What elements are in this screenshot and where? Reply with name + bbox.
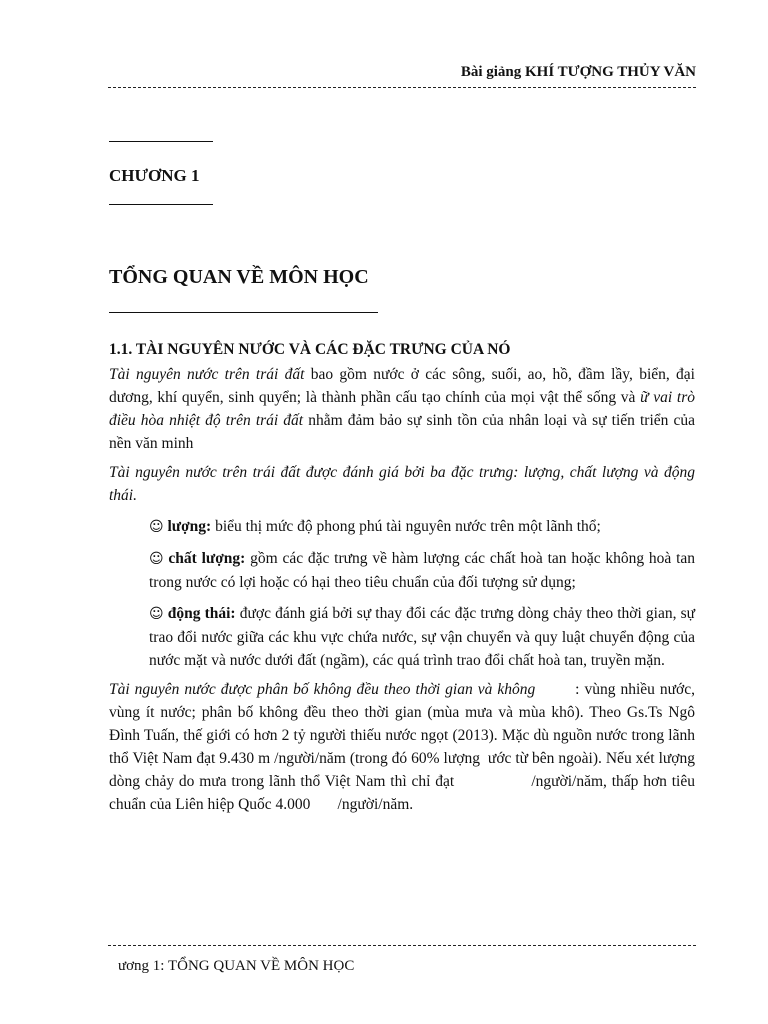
running-header: Bài giảng KHÍ TƯỢNG THỦY VĂN bbox=[460, 64, 696, 80]
paragraph-2-text: Tài nguyên nước trên trái đất được đánh giá bởi ba đặc trưng: lượng, chất lượng và động thái. bbox=[109, 464, 695, 504]
section-heading: 1.1. TÀI NGUYÊN NƯỚC VÀ CÁC ĐẶC TRƯNG CỦA NÓ bbox=[109, 341, 511, 358]
bullet-term: động thái: bbox=[167, 605, 236, 622]
chapter-bottom-rule bbox=[109, 204, 213, 205]
smiley-icon: ☺ bbox=[149, 519, 164, 535]
bullet-item bbox=[149, 515, 695, 539]
smiley-icon: ☺ bbox=[149, 606, 164, 622]
bullet-item bbox=[149, 602, 695, 672]
bullet-text: được đánh giá bởi sự thay đổi các đặc trưng dòng chảy theo thời gian, sự trao đổi nước giữa các khu vực chứa nước, sự vận chuyển và quy luật chuyển động của nước mặt và nước dưới đất (ngầm), các quá trình trao đổi chất hoà tan, truyền mặn. bbox=[149, 605, 695, 669]
chapter-top-rule bbox=[109, 141, 213, 142]
title-underline bbox=[109, 312, 378, 313]
bullet-text: biểu thị mức độ phong phú tài nguyên nước trên một lãnh thổ; bbox=[211, 518, 601, 535]
footer-divider bbox=[108, 945, 696, 946]
paragraph-1-lead: Tài nguyên nước trên trái đất bbox=[109, 366, 305, 383]
paragraph-1-text: bao gồm nước ở các sông, suối, ao, hồ, đầm lầy, biển, đại dương, khí quyển, sinh quyển; là thành phần cấu tạo chính của mọi vật thể sống và bbox=[109, 366, 695, 406]
chapter-label: CHƯƠNG 1 bbox=[109, 166, 200, 185]
chapter-title: TỔNG QUAN VỀ MÔN HỌC bbox=[109, 266, 369, 288]
paragraph-3 bbox=[109, 678, 699, 816]
header-divider bbox=[108, 87, 696, 88]
running-footer: ương 1: TỔNG QUAN VỀ MÔN HỌC bbox=[118, 958, 355, 974]
paragraph-3-text: : vùng nhiều nước, vùng ít nước; phân bố không đều theo thời gian (mùa mưa và mùa khô). Theo Gs.Ts Ngô Đình Tuấn, thế giới có hơn 2 tỷ người thiếu nước ngọt (2013). Mặc dù nguồn nước trong lãnh thổ Việt Nam đạt 9.430 m /người/năm (trong đó 60% lượng ước từ bên ngoài). Nếu xét lượng dòng chảy do mưa trong lãnh thổ Việt Nam thì chỉ đạt /người/năm, thấp hơn tiêu chuẩn của Liên hiệp Quốc 4.000 /người/năm. bbox=[109, 681, 699, 813]
paragraph-3-lead: Tài nguyên nước được phân bố không đều theo thời gian và không bbox=[109, 681, 536, 698]
paragraph-1-text-end: nhằm đảm bảo sự sinh tồn của nhân loại và sự tiến triển của nền văn minh bbox=[109, 412, 695, 452]
bullet-text: gồm các đặc trưng về hàm lượng các chất hoà tan hoặc không hoà tan trong nước có lợi hoặc có hại theo tiêu chuẩn của đối tượng sử dụng; bbox=[149, 550, 696, 591]
paragraph-1 bbox=[109, 363, 695, 455]
bullet-item bbox=[149, 547, 695, 594]
paragraph-1-italic: ữ vai trò điều hòa nhiệt độ trên trái đất bbox=[109, 389, 695, 429]
paragraph-2 bbox=[109, 461, 695, 507]
smiley-icon: ☺ bbox=[149, 551, 164, 567]
bullet-term: lượng: bbox=[167, 518, 212, 535]
section-body bbox=[109, 363, 699, 816]
bullet-term: chất lượng: bbox=[168, 550, 246, 567]
